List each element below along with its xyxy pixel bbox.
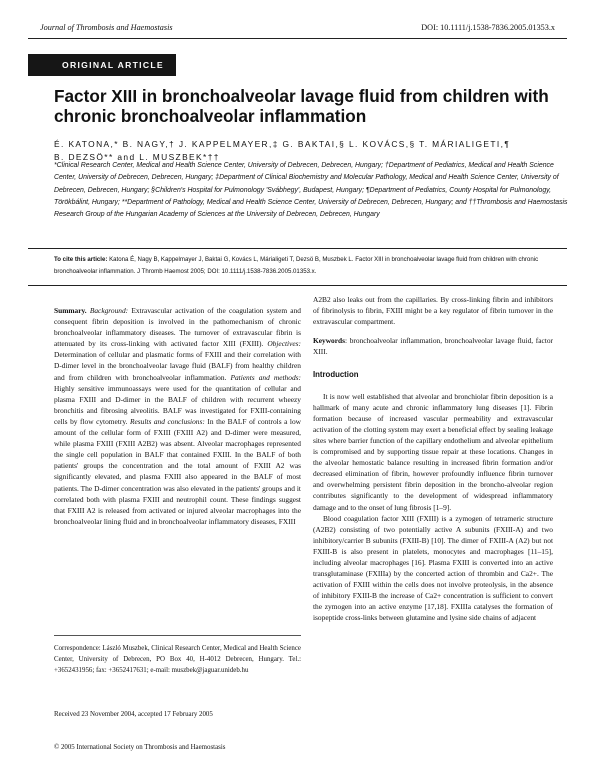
citation-rule-top (28, 248, 567, 249)
methods-text: Highly sensitive immunoassays were used for the quantitation of cellular and plasma FXIII and D-dimer in the BALF of children with recurrent wheezy bronchitis and fibrosing alveolitis. BALF was investigated for FXIII-containing cells by flow cytometry. (54, 383, 301, 426)
results-label: Results and conclusions: (129, 416, 205, 426)
copyright: © 2005 International Society on Thrombosis and Haemostasis (54, 744, 226, 751)
background-text: Extravascular activation of the coagulation system and consequent fibrin deposition is involved in the pathomechanism of chronic bronchoalveolar inflammatory diseases. The turnover of extravascular fibrin is attenuated by its cross-linking with activated factor XIII (FXIII). (54, 306, 301, 349)
results-text: In the BALF of controls a low amount of the cellular form of FXIII (FXIII A2) and D-dimer were measured, while plasma FXIII (FXIII A2B2) was absent. Alveolar macrophages represented the single cell population in BALF that contained FXIII. In the BALF of both patients' groups the concentration and the total amount of FXIII A2 was significantly elevated, and plasma FXIII also appeared in the BALF of most patients. The D-dimer concentration was also elevated in the patients' groups and it correlated both with plasma FXIII and neutrophil count. These findings suggest that FXIII A2 is released from activated or injured alveolar macrophages into the bronchoalveolar lining fluid and in bronchoalveolar inflammatory diseases, FXIII (54, 416, 302, 526)
introduction-heading: Introduction (313, 370, 359, 380)
summary-label: Summary. (54, 306, 87, 315)
doi: DOI: 10.1111/j.1538-7836.2005.01353.x (421, 23, 555, 32)
citation-label: To cite this article: (54, 256, 108, 263)
affiliations: *Clinical Research Center, Medical and Health Science Center, University of Debrecen, Debrecen, Hungary; †Department of Pediatrics, Medical and Health Science Center, University of Debrecen, Debrecen, Hungary; ‡Department of Clinical Biochemistry and Molecular Pathology, Medical and Health Science Center, University of Debrecen, Debrecen, Hungary; §Children's Hospital for Pulmonology 'Svábhegy', Budapest, Hungary; ¶Department of Pediatrics, County Hospital for Pulmonology, Törökbálint, Hungary; **Department of Pathology, Medical and Health Science Center, University of Debrecen, Debrecen, Hungary; and ††Thrombosis and Haemostasis Research Group of the Hungarian Academy of Sciences at the University of Debrecen, Debrecen, Hungary (54, 162, 568, 219)
summary-continued: A2B2 also leaks out from the capillaries. By cross-linking fibrin and inhibitors of fibrinolysis to fibrin, FXIII might be a key regulator of fibrin turnover in the extravascular compartment. (313, 295, 553, 327)
keywords-label: Keywords (313, 336, 346, 346)
keywords (313, 335, 553, 357)
objectives-label: Objectives: (267, 339, 301, 349)
citation-text: Katona É, Nagy B, Kappelmayer J, Baktai G, Kovács L, Márialigeti T, Dezsö B, Muszbek L. Factor XIII in bronchoalveolar lavage fluid from children with chronic bronchoalveolar inflammation. J Thromb Haemost 2005; DOI: 10.1111/j.1538-7836.2005.01353.x. (54, 256, 539, 275)
citation-box (54, 254, 559, 278)
author-line-1: É. KATONA,* B. NAGY,† J. KAPPELMAYER,‡ G. BAKTAI,§ L. KOVÁCS,§ T. MÁRIALIGETI,¶ (54, 139, 511, 149)
intro-paragraph-1: It is now well established that alveolar and bronchiolar fibrin deposition is a hallmark of many acute and chronic inflammatory lung diseases [1]. Fibrin formation because of increased vascular permeability and extravascular activation of the clotting system may exert a beneficial effect by sealing leakage sites where barrier function of the capillary endothelium and alveolar epithelium is compromised and by supporting tissue repair at these locations. Changes in the alveolar hemostatic balance resulting in increased fibrin formation and/or decreased elimination of fibrin, however profoundly influence fibrin turnover and overwhelming persistent fibrin deposition in the broncho-alveolar region contributes significantly to the development of widespread inflammatory damage and to the onset of lung fibrosis [1–9]. (313, 391, 553, 512)
background-label: Background: (89, 306, 129, 315)
article-type-badge: ORIGINAL ARTICLE (28, 54, 176, 76)
journal-name: Journal of Thrombosis and Haemostasis (40, 23, 173, 32)
keywords-text: : bronchoalveolar inflammation, bronchoalveolar lavage fluid, factor XIII. (313, 336, 553, 357)
objectives-text: Determination of cellular and plasmatic forms of FXIII and their correlation with D-dimer level in the bronchoalveolar lavage fluid (BALF) from healthy children and from children with bronchoalveolar inflammation. (54, 350, 301, 382)
citation-rule-bottom (28, 285, 567, 286)
methods-label: Patients and methods: (230, 372, 301, 382)
footnote-rule (54, 635, 301, 636)
summary-column (54, 305, 301, 527)
correspondence: Correspondence: László Muszbek, Clinical Research Center, Medical and Health Science Center, University of Debrecen, PO Box 40, H-4012 Debrecen, Hungary. Tel.: +3652431956; fax: +3652417631; e-mail: muszbek@jaguar.unideb.hu (54, 645, 301, 675)
author-line-2: B. DEZSÖ** and L. MUSZBEK*†† (54, 152, 220, 162)
header-rule (28, 38, 567, 39)
intro-paragraph-2: Blood coagulation factor XIII (FXIII) is a zymogen of tetrameric structure (A2B2) consisting of two potentially active A subunits (FXIII-A) and two inhibitory/carrier B subunits (FXIII-B) [10]. The dimer of FXIII-A (A2) but not FXIII-B is also present in platelets, monocytes and macrophages [11–15], including alveolar macrophages [16]. Plasma FXIII is converted into an active transglutaminase (FXIIIa) by the concerted action of thrombin and Ca2+. The activation of FXIII within the cells does not involve proteolysis, in the absence of inhibitory FXIII-B the increase of Ca2+ concentration is sufficient to convert the zymogen into an active enzyme [17,18]. FXIIIa catalyses the formation of isopeptide cross-links between glutamine and lysine side chains of adjacent (313, 513, 553, 623)
article-title: Factor XIII in bronchoalveolar lavage fluid from children with chronic bronchoalveolar inflammation (54, 86, 549, 126)
right-column (313, 294, 553, 624)
received-dates: Received 23 November 2004, accepted 17 February 2005 (54, 711, 213, 718)
summary-paragraph (54, 305, 301, 527)
